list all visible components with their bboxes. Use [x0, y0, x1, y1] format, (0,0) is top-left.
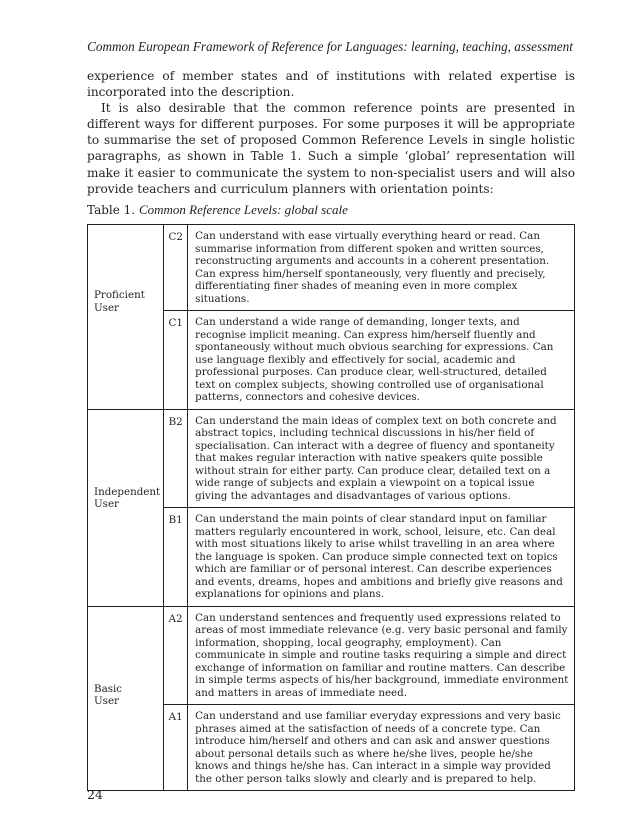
table-row — [88, 409, 575, 508]
group-label — [88, 289, 163, 314]
level-code: C2 — [164, 225, 188, 311]
running-header: Common European Framework of Reference for Languages: learning, teaching, assessment — [87, 39, 573, 54]
table-caption — [87, 202, 348, 218]
group-label-line1: Basic — [94, 682, 123, 695]
level-description: Can understand with ease virtually everything heard or read. Can summarise information from different spoken and written sources, reconstructing arguments and accounts in a coherent presentation. Can express him/herself spontaneously, very fluently and precisely, differentiating finer shades of meaning even in more complex situations. — [188, 225, 575, 311]
group-cell-independent — [88, 409, 164, 606]
level-description: Can understand the main points of clear standard input on familiar matters regularly encountered in work, school, leisure, etc. Can deal with most situations likely to arise whilst travelling in an area where the language is spoken. Can produce simple connected text on topics which are familiar or of personal interest. Can describe experiences and events, dreams, hopes and ambitions and briefly give reasons and explanations for opinions and plans. — [188, 508, 575, 607]
group-cell-basic — [88, 606, 164, 791]
group-label-line2: User — [94, 695, 119, 707]
paragraph-continuation: experience of member states and of institutions with related expertise is incorporated into the description. — [87, 69, 575, 100]
body-text — [87, 68, 575, 197]
level-description: Can understand the main ideas of complex text on both concrete and abstract topics, including technical discussions in his/her field of specialisation. Can interact with a degree of fluency and spontaneity that makes regular interaction with native speakers quite possible without strain for either party. Can produce clear, detailed text on a wide range of subjects and explain a viewpoint on a topical issue giving the advantages and disadvantages of various options. — [188, 409, 575, 508]
group-label-line2: User — [94, 498, 119, 510]
table-row — [88, 606, 575, 705]
level-description: Can understand and use familiar everyday expressions and very basic phrases aimed at the satisfaction of needs of a concrete type. Can introduce him/herself and others and can ask and answer questions about personal details such as where he/she lives, people he/she knows and things he/she has. Can interact in a simple way provided the other person talks slowly and clearly and is prepared to help. — [188, 705, 575, 791]
level-description: Can understand sentences and frequently used expressions related to areas of most immediate relevance (e.g. very basic personal and family information, shopping, local geography, employment). Can communicate in simple and routine tasks requiring a simple and direct exchange of information on familiar and routine matters. Can describe in simple terms aspects of his/her background, immediate environment and matters in areas of immediate need. — [188, 606, 575, 705]
group-cell-proficient — [88, 225, 164, 410]
page-number: 24 — [87, 787, 103, 802]
common-reference-levels-table — [87, 224, 575, 791]
table-caption-title: Common Reference Levels: global scale — [138, 202, 348, 217]
paragraph-intro: It is also desirable that the common reference points are presented in different ways for different purposes. For some purposes it will be appropriate to summarise the set of proposed Common Reference Levels in single holistic paragraphs, as shown in Table 1. Such a simple ‘global’ representation will make it easier to communicate the system to non-specialist users and will also provide teachers and curriculum planners with orientation points: — [87, 101, 575, 196]
group-label-line1: Independent — [94, 485, 161, 498]
level-code: A1 — [164, 705, 188, 791]
group-label — [88, 683, 163, 708]
level-code: B1 — [164, 508, 188, 607]
level-code: C1 — [164, 311, 188, 410]
group-label-line2: User — [94, 301, 119, 314]
table-row — [88, 225, 575, 311]
level-code: B2 — [164, 409, 188, 508]
level-code: A2 — [164, 606, 188, 705]
group-label — [88, 486, 163, 511]
table-caption-label: Table 1. — [87, 203, 136, 217]
group-label-line1: Proficient — [94, 289, 145, 301]
level-description: Can understand a wide range of demanding, longer texts, and recognise implicit meaning. Can express him/herself fluently and spontaneously without much obvious searching for expressions. Can use language flexibly and effectively for social, academic and professional purposes. Can produce clear, well-structured, detailed text on complex subjects, showing controlled use of organisational patterns, connectors and cohesive devices. — [188, 311, 575, 410]
